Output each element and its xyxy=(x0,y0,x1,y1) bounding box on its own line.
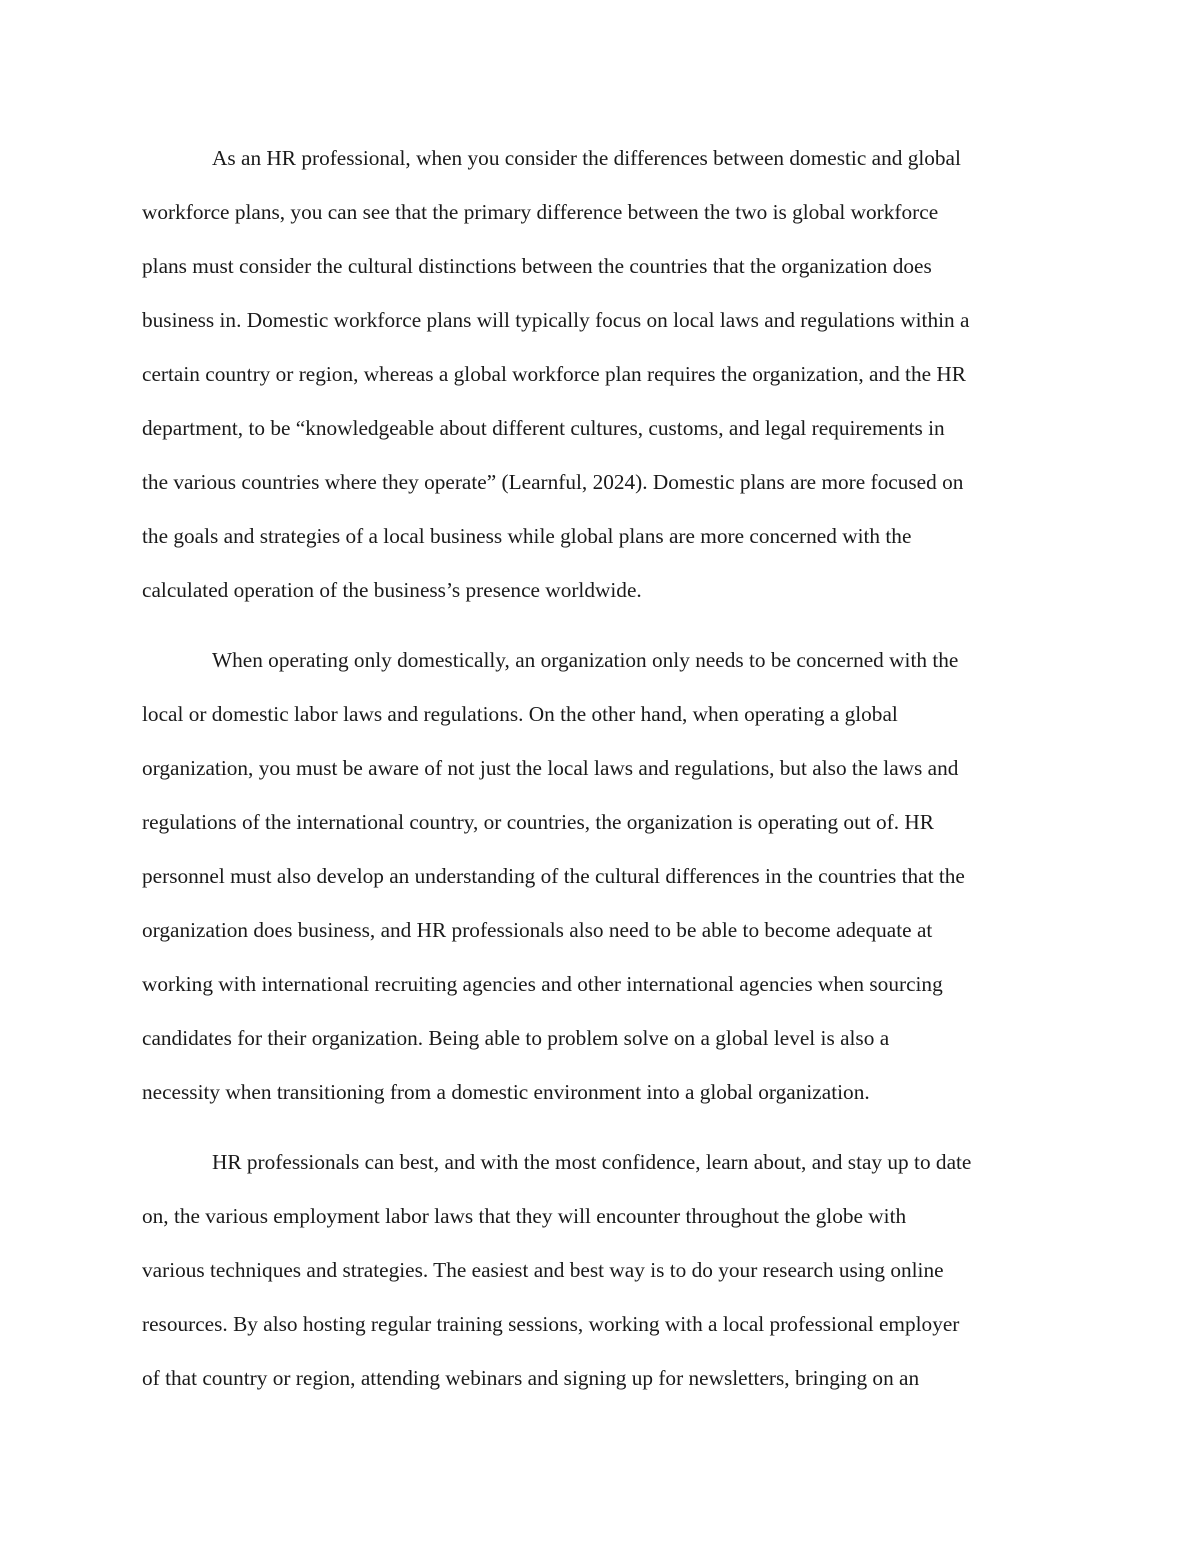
text-line: candidates for their organization. Being able to problem solve on a global level is also a xyxy=(142,1026,890,1050)
text-line: plans must consider the cultural distinctions between the countries that the organization does xyxy=(142,254,932,278)
text-line: on, the various employment labor laws that they will encounter throughout the globe with xyxy=(142,1204,907,1228)
text-line: the goals and strategies of a local business while global plans are more concerned with the xyxy=(142,524,912,548)
paragraph-2 xyxy=(142,633,1062,1119)
text-line: local or domestic labor laws and regulations. On the other hand, when operating a global xyxy=(142,702,898,726)
text-line: personnel must also develop an understanding of the cultural differences in the countries that the xyxy=(142,864,965,888)
text-line: business in. Domestic workforce plans will typically focus on local laws and regulations within a xyxy=(142,308,970,332)
text-line: When operating only domestically, an organization only needs to be concerned with the xyxy=(212,648,959,672)
paragraph-1 xyxy=(142,131,1062,617)
text-line: department, to be “knowledgeable about different cultures, customs, and legal requirements in xyxy=(142,416,945,440)
text-line: certain country or region, whereas a global workforce plan requires the organization, and the HR xyxy=(142,362,966,386)
text-line: regulations of the international country, or countries, the organization is operating out of. HR xyxy=(142,810,934,834)
text-line: As an HR professional, when you consider the differences between domestic and global xyxy=(212,146,961,170)
text-line: of that country or region, attending webinars and signing up for newsletters, bringing on an xyxy=(142,1366,920,1390)
text-line: working with international recruiting agencies and other international agencies when sourcing xyxy=(142,972,943,996)
text-line: organization does business, and HR professionals also need to be able to become adequate at xyxy=(142,918,933,942)
text-line: resources. By also hosting regular training sessions, working with a local professional employer xyxy=(142,1312,960,1336)
text-line: necessity when transitioning from a domestic environment into a global organization. xyxy=(142,1080,870,1104)
document-body xyxy=(142,131,1062,1421)
text-line: calculated operation of the business’s presence worldwide. xyxy=(142,578,642,602)
text-line: organization, you must be aware of not just the local laws and regulations, but also the laws and xyxy=(142,756,959,780)
text-line: the various countries where they operate” (Learnful, 2024). Domestic plans are more focused on xyxy=(142,470,964,494)
text-line: workforce plans, you can see that the primary difference between the two is global workforce xyxy=(142,200,939,224)
text-line: various techniques and strategies. The easiest and best way is to do your research using online xyxy=(142,1258,944,1282)
text-line: HR professionals can best, and with the most confidence, learn about, and stay up to date xyxy=(212,1150,972,1174)
paragraph-3 xyxy=(142,1135,1062,1405)
